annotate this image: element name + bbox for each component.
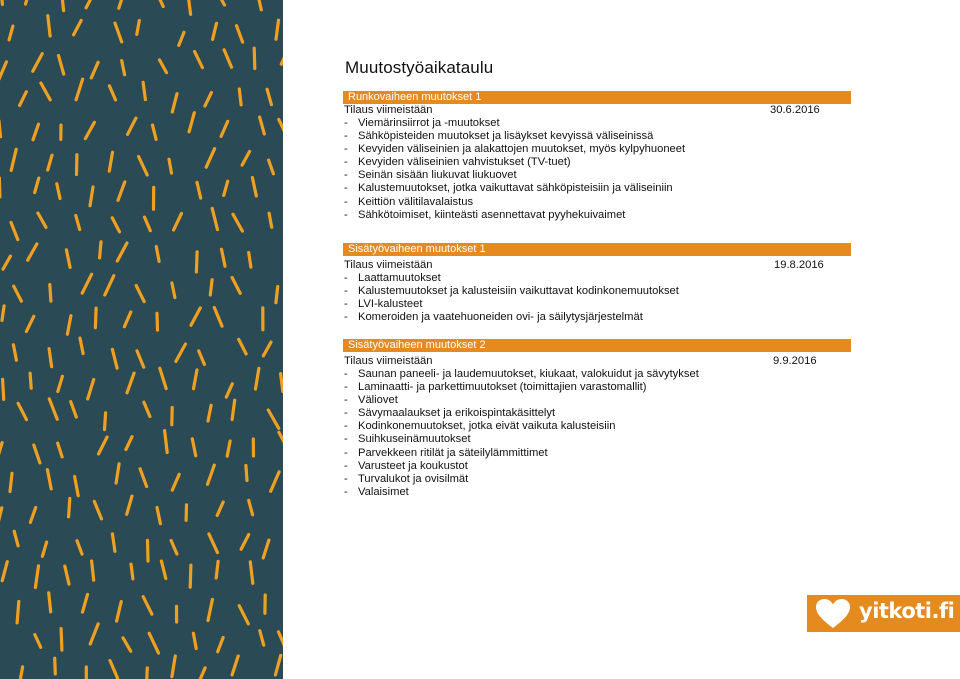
section-header: Sisätyövaiheen muutokset 2 — [343, 339, 851, 352]
pattern-dash — [71, 402, 77, 418]
pattern-dash — [82, 274, 91, 293]
pattern-dash — [160, 60, 167, 73]
item-list — [343, 117, 851, 222]
pattern-dash — [196, 252, 197, 272]
pattern-dash — [157, 313, 158, 330]
pattern-dash — [263, 540, 269, 558]
list-item: - Sähkötoimiset, kiinteästi asennettavat pyyhekuivaimet — [343, 209, 851, 222]
pattern-dash — [119, 0, 125, 8]
pattern-dash — [61, 629, 62, 651]
pattern-dash — [165, 431, 168, 453]
pattern-dash — [208, 405, 211, 421]
list-item: - Sähköpisteiden muutokset ja lisäykset kevyissä väliseinissä — [343, 130, 851, 143]
pattern-dash — [256, 368, 259, 389]
list-item: - Parvekkeen ritilät ja säteilylämmittimet — [343, 447, 851, 460]
pattern-dash — [269, 160, 274, 174]
pattern-dash — [190, 565, 191, 587]
yitkoti-logo[interactable] — [807, 595, 960, 632]
pattern-dash — [140, 469, 147, 487]
pattern-dash — [2, 562, 7, 581]
pattern-dash — [232, 400, 235, 419]
order-label: Tilaus viimeistään — [344, 259, 433, 271]
pattern-dash — [239, 89, 241, 105]
section-header: Sisätyövaiheen muutokset 1 — [343, 243, 851, 256]
pattern-dash — [260, 117, 265, 134]
pattern-dash — [149, 633, 158, 653]
order-label: Tilaus viimeistään — [344, 104, 433, 116]
pattern-dash — [139, 157, 148, 175]
pattern-dash — [279, 432, 283, 451]
list-item: - Viemärinsiirrot ja -muutokset — [343, 117, 851, 130]
pattern-dash — [174, 213, 182, 230]
pattern-dash — [95, 308, 96, 328]
pattern-dash — [67, 316, 71, 335]
pattern-dash — [117, 602, 122, 622]
pattern-dash — [34, 445, 40, 463]
pattern-dash — [55, 658, 56, 674]
pattern-dash — [10, 473, 12, 491]
pattern-dash — [179, 32, 184, 45]
pattern-dash — [42, 542, 46, 556]
pattern-dash — [112, 534, 115, 552]
pattern-dash — [279, 632, 284, 651]
pattern-dash — [105, 276, 114, 295]
pattern-dash — [109, 86, 115, 100]
pattern-dash — [0, 443, 2, 460]
pattern-dash — [13, 345, 16, 361]
order-date: 30.6.2016 — [770, 104, 820, 116]
list-item: - Kevyiden väliseinien ja alakattojen muutokset, myös kylpyhuoneet — [343, 143, 851, 156]
pattern-dash — [254, 48, 255, 68]
item-list — [343, 368, 851, 499]
pattern-dash — [2, 306, 4, 321]
pattern-dash — [198, 668, 205, 679]
list-item: - Saunan paneeli- ja laudemuutokset, kiukaat, valokuidut ja sävytykset — [343, 368, 851, 381]
pattern-dash — [1, 0, 3, 4]
pattern-dash — [249, 500, 253, 514]
pattern-dash — [209, 534, 218, 553]
pattern-dash — [48, 16, 50, 36]
pattern-dash — [172, 656, 175, 677]
pattern-dash — [80, 338, 83, 354]
pattern-dash — [242, 151, 250, 165]
order-label: Tilaus viimeistään — [344, 355, 433, 367]
pattern-dash — [35, 566, 38, 588]
pattern-dash — [189, 113, 194, 132]
pattern-dash — [137, 351, 144, 367]
pattern-dash — [157, 507, 160, 523]
pattern-dash — [58, 376, 63, 391]
pattern-dash — [208, 465, 215, 484]
pattern-dash — [110, 661, 118, 678]
pattern-dash — [69, 499, 70, 517]
pattern-dash — [192, 439, 195, 456]
list-item: - Keittiön välitilavalaistus — [343, 196, 851, 209]
pattern-dash — [146, 668, 147, 679]
list-item: - Sävymaalaukset ja erikoispintakäsittelyt — [343, 407, 851, 420]
pattern-dash — [123, 638, 131, 651]
order-date: 9.9.2016 — [773, 355, 817, 367]
pattern-dash — [115, 23, 122, 42]
pattern-dash — [66, 250, 70, 268]
pattern-dash — [76, 79, 83, 100]
list-item: - Turvalukot ja ovisilmät — [343, 473, 851, 486]
pattern-dash — [275, 655, 280, 675]
pattern-dash — [28, 244, 37, 260]
pattern-dash — [14, 286, 22, 301]
list-item: - Komeroiden ja vaatehuoneiden ovi- ja säilytysjärjestelmät — [343, 311, 851, 324]
pattern-dash — [91, 62, 98, 78]
pattern-dash — [224, 181, 228, 195]
list-item: - Väliovet — [343, 394, 851, 407]
section-header: Runkovaiheen muutokset 1 — [343, 91, 851, 104]
list-item: - Laattamuutokset — [343, 272, 851, 285]
pattern-dash — [271, 472, 279, 491]
pattern-dash — [92, 561, 94, 580]
section-sisatyovaihe-2 — [343, 339, 851, 499]
pattern-dash — [128, 118, 136, 134]
pattern-dash — [33, 124, 39, 140]
pattern-dash — [49, 593, 51, 612]
pattern-dash — [258, 0, 261, 10]
pattern-dash — [250, 562, 253, 583]
pattern-dash — [143, 82, 145, 99]
pattern-dash — [210, 280, 212, 295]
pattern-dash — [212, 208, 217, 229]
pattern-dash — [14, 531, 18, 546]
pattern-dash — [9, 26, 13, 40]
pattern-dash — [276, 287, 278, 303]
list-item: - Valaisimet — [343, 486, 851, 499]
pattern-dash — [0, 62, 6, 80]
pattern-dash — [224, 50, 231, 67]
pattern-dash — [249, 253, 251, 268]
pattern-dash — [213, 23, 217, 39]
pattern-dash — [20, 667, 23, 679]
pattern-dash — [75, 477, 79, 496]
pattern-dash — [62, 0, 64, 11]
pattern-dash — [85, 122, 94, 138]
pattern-dash — [221, 121, 228, 136]
section-runkovaihe-1 — [343, 91, 851, 222]
pattern-dash — [193, 633, 196, 648]
list-item: - Kevyiden väliseinien vahvistukset (TV-tuet) — [343, 156, 851, 169]
pattern-dash — [281, 374, 283, 392]
pattern-dash — [160, 368, 166, 388]
pattern-dash — [58, 443, 62, 457]
pattern-dash — [127, 496, 132, 514]
pattern-dash — [232, 278, 240, 294]
pattern-dash — [218, 638, 223, 652]
pattern-dash — [161, 561, 165, 579]
pattern-dash — [49, 399, 57, 419]
pattern-dash — [122, 61, 125, 75]
pattern-dash — [33, 54, 42, 71]
dash-pattern — [0, 0, 283, 679]
pattern-dash — [148, 540, 149, 561]
pattern-dash — [237, 26, 243, 42]
pattern-dash — [65, 566, 69, 584]
pattern-dash — [124, 312, 130, 327]
pattern-dash — [105, 413, 106, 430]
pattern-dash — [59, 56, 64, 75]
order-deadline-row — [343, 259, 851, 272]
list-item: - Varusteet ja koukustot — [343, 460, 851, 473]
pattern-dash — [11, 222, 18, 239]
pattern-dash — [191, 308, 200, 325]
pattern-dash — [156, 247, 159, 262]
pattern-dash — [214, 308, 222, 327]
logo-text: yitkoti.fi — [859, 599, 955, 623]
pattern-dash — [194, 370, 198, 389]
pattern-dash — [3, 379, 4, 399]
list-item: - Kodinkonemuutokset, jotka eivät vaikuta kalusteisiin — [343, 420, 851, 433]
pattern-dash — [26, 0, 31, 4]
pattern-dash — [77, 541, 82, 554]
pattern-dash — [172, 474, 179, 490]
pattern-dash — [76, 216, 80, 230]
pattern-dash — [176, 344, 186, 361]
pattern-dash — [172, 94, 177, 112]
pattern-dash — [100, 242, 101, 258]
pattern-dash — [156, 0, 164, 7]
pattern-dash — [0, 508, 2, 524]
pattern-dash — [90, 187, 93, 206]
pattern-dash — [144, 402, 150, 416]
pattern-dash — [83, 594, 88, 612]
order-deadline-row — [343, 355, 851, 368]
pattern-dash — [50, 285, 51, 302]
pattern-dash — [17, 602, 19, 623]
pattern-dash — [269, 213, 272, 227]
pattern-dash — [216, 0, 224, 5]
pattern-dash — [199, 351, 205, 365]
page-title: Muutostyöaikataulu — [345, 58, 494, 77]
list-item: - Kalustemuutokset ja kalusteisiin vaikuttavat kodinkonemuutokset — [343, 285, 851, 298]
pattern-dash — [0, 121, 1, 137]
pattern-dash — [30, 508, 35, 523]
pattern-dash — [222, 249, 226, 266]
pattern-dash — [35, 178, 39, 192]
pattern-dash — [126, 437, 132, 450]
pattern-dash — [30, 373, 31, 388]
pattern-dash — [241, 535, 249, 550]
pattern-dash — [20, 92, 27, 106]
pattern-dash — [145, 217, 151, 231]
section-sisatyovaihe-1 — [343, 243, 851, 324]
decorative-pattern-panel — [0, 0, 283, 679]
pattern-dash — [246, 466, 247, 481]
pattern-dash — [260, 631, 264, 645]
pattern-dash — [74, 20, 82, 34]
pattern-dash — [216, 561, 218, 578]
pattern-dash — [116, 464, 119, 483]
pattern-dash — [233, 214, 242, 231]
pattern-dash — [41, 83, 50, 100]
order-date: 19.8.2016 — [774, 259, 824, 271]
pattern-dash — [153, 125, 157, 139]
pattern-dash — [112, 218, 119, 232]
pattern-dash — [276, 20, 279, 39]
pattern-dash — [226, 384, 232, 397]
pattern-dash — [88, 380, 94, 399]
pattern-dash — [206, 149, 214, 168]
pattern-dash — [109, 152, 112, 171]
list-item: - Suihkuseinämuutokset — [343, 433, 851, 446]
list-item: - Laminaatti- ja parkettimuutokset (toimittajien varastomallit) — [343, 381, 851, 394]
pattern-dash — [112, 349, 117, 368]
pattern-dash — [197, 182, 201, 198]
pattern-dash — [267, 89, 271, 104]
pattern-dash — [47, 470, 51, 489]
pattern-dash — [172, 283, 175, 298]
pattern-dash — [38, 213, 46, 227]
pattern-dash — [169, 159, 172, 173]
pattern-dash — [127, 373, 134, 393]
pattern-dash — [227, 441, 230, 456]
pattern-dash — [217, 502, 223, 515]
heart-icon — [815, 598, 851, 629]
pattern-dash — [99, 437, 107, 454]
pattern-dash — [279, 120, 283, 134]
pattern-dash — [117, 243, 127, 261]
list-item: - LVI-kalusteet — [343, 298, 851, 311]
pattern-dash — [171, 541, 177, 555]
pattern-dash — [57, 184, 60, 199]
pattern-dash — [195, 52, 203, 68]
pattern-dash — [49, 349, 52, 367]
pattern-dash — [118, 182, 125, 200]
pattern-dash — [205, 93, 212, 106]
list-item: - Kalustemuutokset, jotka vaikuttavat sähköpisteisiin ja väliseiniin — [343, 182, 851, 195]
pattern-dash — [263, 342, 271, 356]
list-item: - Seinän sisään liukuvat liukuovet — [343, 169, 851, 182]
pattern-dash — [239, 606, 248, 624]
pattern-dash — [188, 0, 191, 14]
pattern-dash — [48, 155, 52, 170]
pattern-dash — [18, 403, 26, 419]
pattern-dash — [26, 316, 33, 331]
pattern-dash — [281, 51, 283, 64]
pattern-dash — [35, 635, 41, 648]
order-deadline-row — [343, 104, 851, 117]
pattern-dash — [252, 178, 256, 197]
pattern-dash — [94, 501, 101, 519]
pattern-dash — [11, 149, 16, 170]
pattern-dash — [137, 21, 140, 35]
pattern-dash — [131, 564, 133, 579]
pattern-dash — [232, 656, 238, 675]
pattern-dash — [239, 339, 246, 354]
pattern-dash — [136, 286, 144, 302]
item-list — [343, 272, 851, 324]
pattern-dash — [90, 624, 98, 644]
pattern-dash — [208, 599, 212, 620]
pattern-dash — [268, 410, 278, 428]
pattern-dash — [143, 597, 152, 615]
pattern-dash — [86, 0, 93, 8]
pattern-dash — [3, 256, 10, 269]
